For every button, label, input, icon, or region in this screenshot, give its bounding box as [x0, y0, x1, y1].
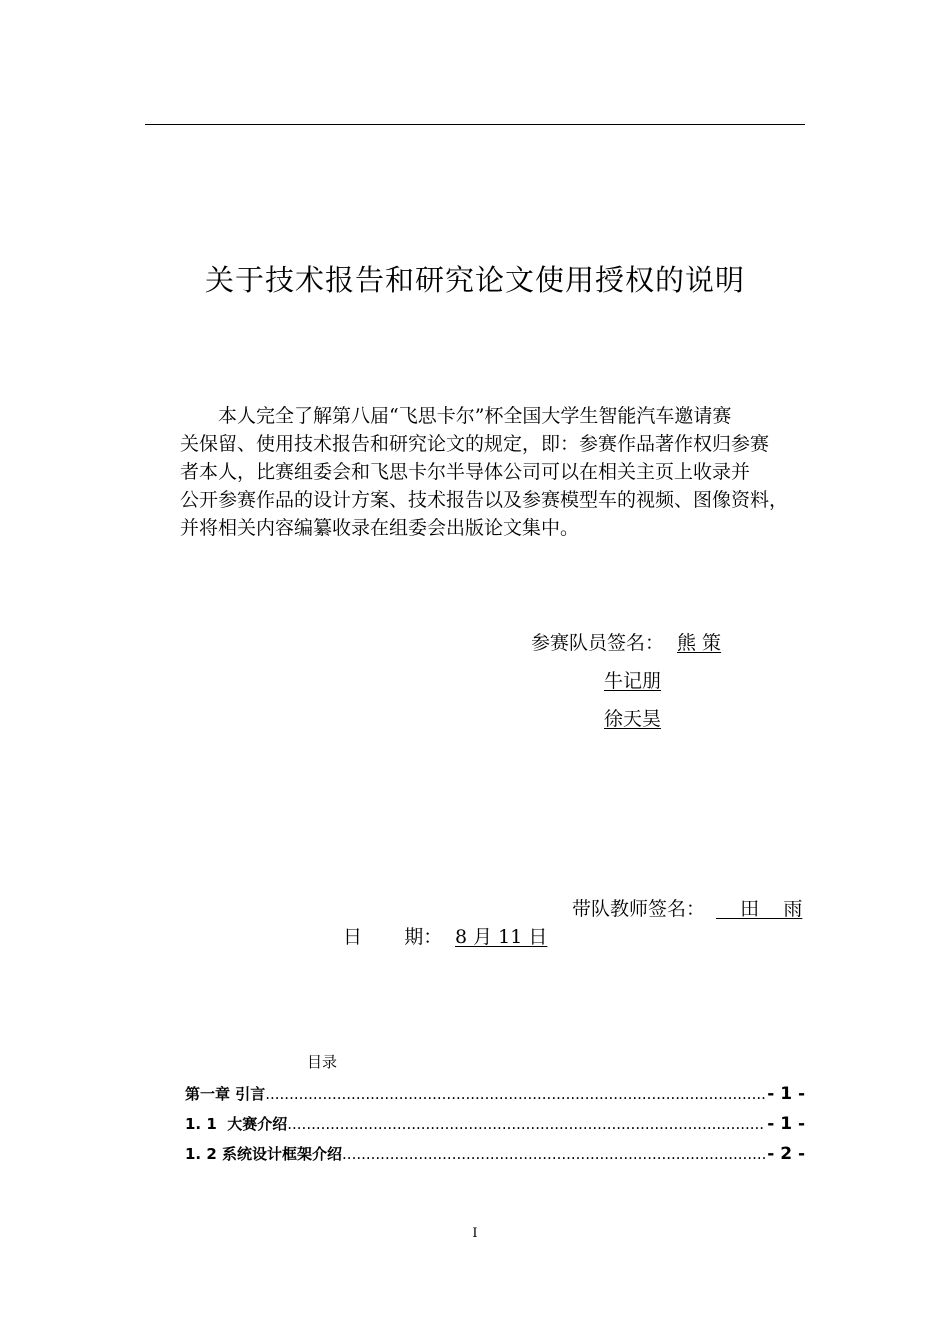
- toc-leader: [342, 1143, 765, 1165]
- toc-title: 目录: [307, 1053, 338, 1071]
- toc-entry[interactable]: [185, 1143, 805, 1165]
- team-signature-label: 参赛队员签名：: [531, 632, 665, 654]
- statement-line: 公开参赛作品的设计方案、技术报告以及参赛模型车的视频、图像资料，: [180, 489, 789, 511]
- teacher-signature-label: 带队教师签名：: [572, 898, 706, 920]
- statement-line: 关保留、使用技术报告和研究论文的规定，即：参赛作品著作权归参赛: [180, 433, 770, 455]
- statement-line: 者本人，比赛组委会和飞思卡尔半导体公司可以在相关主页上收录并: [180, 461, 751, 483]
- teacher-signature: 田 雨: [716, 898, 803, 920]
- toc-entry-label: 1. 2 系统设计框架介绍: [185, 1145, 343, 1163]
- header-rule: [145, 124, 805, 125]
- date-value: 8 月 11 日: [455, 926, 548, 948]
- toc-entry-page: - 2 -: [767, 1144, 805, 1164]
- toc-entry[interactable]: [185, 1113, 805, 1135]
- toc-leader: [287, 1113, 765, 1135]
- toc-entry[interactable]: [185, 1083, 805, 1105]
- page-title: 关于技术报告和研究论文使用授权的说明: [204, 263, 745, 297]
- toc-leader: [265, 1083, 765, 1105]
- page-number: I: [472, 1226, 478, 1241]
- team-member-signature: 牛记朋: [604, 670, 662, 692]
- toc-entry-label: 1. 1 大赛介绍: [185, 1115, 288, 1133]
- date-label: 日 期：: [343, 926, 443, 948]
- statement-line: 并将相关内容编纂收录在组委会出版论文集中。: [180, 517, 580, 539]
- toc-entry-label: 第一章 引言: [185, 1085, 266, 1103]
- toc-entry-page: - 1 -: [767, 1084, 805, 1104]
- authorization-statement: [180, 402, 830, 542]
- statement-line: 本人完全了解第八届“飞思卡尔”杯全国大学生智能汽车邀请赛: [218, 405, 732, 427]
- team-member-signature: 徐天昊: [604, 708, 662, 730]
- toc-entry-page: - 1 -: [767, 1114, 805, 1134]
- team-member-signature: 熊 策: [677, 632, 722, 654]
